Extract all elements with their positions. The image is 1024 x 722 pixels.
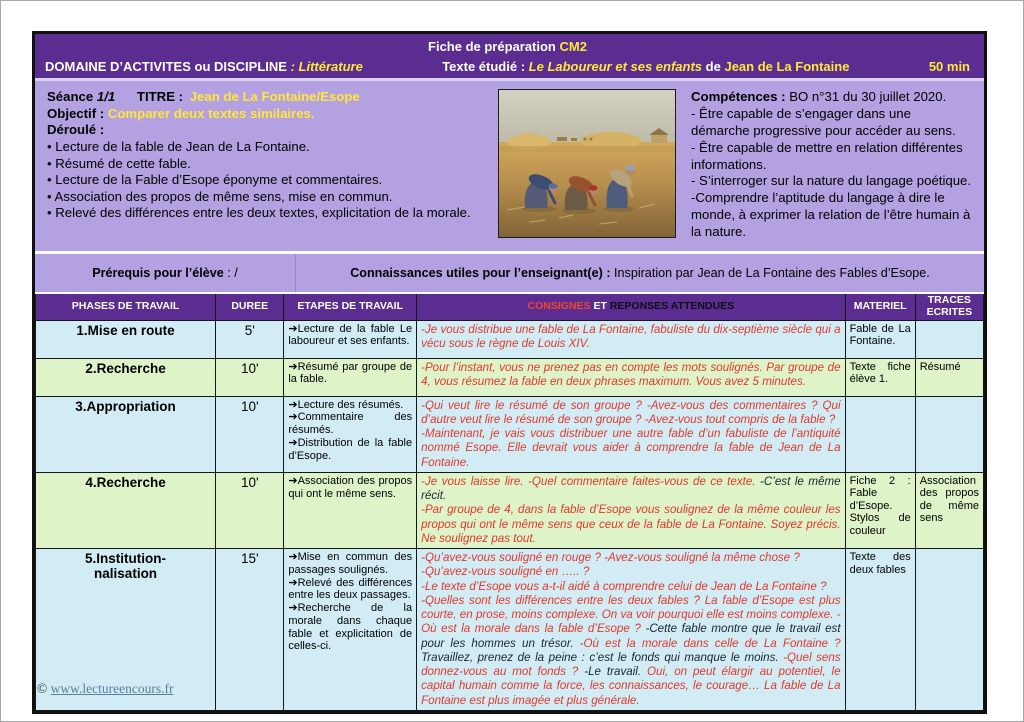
materiel-cell: Texte fiche élève 1. bbox=[845, 358, 915, 396]
seance-label: Séance bbox=[47, 89, 94, 104]
footer-link[interactable]: www.lectureencours.fr bbox=[50, 681, 174, 696]
header-subline bbox=[45, 57, 970, 77]
duree-cell: 5' bbox=[216, 320, 284, 358]
col-header-duree: DUREE bbox=[216, 293, 284, 320]
domain-line bbox=[45, 57, 363, 77]
deroule-item: • Relevé des différences entre les deux textes, explicitation de la morale. bbox=[47, 205, 471, 221]
consignes-cell: -Qu’avez-vous souligné en rouge ? -Avez-vous souligné la même chose ? -Qu’avez-vous souligné en ….. ? -Le texte d’Esope vous a-t-il aidé à comprendre celui de Jean de La Fontaine ? -Quelles sont les différences entre les deux fables ? La fable d’Esope est plus courte, en prose, moins complexe. On va voir pourquoi elle est moins complexe. -Où est la morale dans la fable d’Esope ? -Cette fable montre que le travail est pour les hommes un trésor. -Où est la morale dans celle de La Fontaine ? Travaillez, prenez de la peine : c’est le fonds qui manque le moins. -Quel sens donnez-vous au mot fonds ? -Le travail. Oui, on peut élargir au potentiel, le capital humain comme la force, les connaissances, le courage… La fable de La Fontaine est plus imagée et plus générale. bbox=[417, 549, 846, 711]
seance-block bbox=[47, 89, 491, 245]
competence-item: - S’interroger sur la nature du langage poétique. bbox=[691, 173, 972, 189]
seance-title-line bbox=[47, 89, 491, 106]
competences-label: Compétences : bbox=[691, 89, 786, 104]
consignes-cell: -Je vous laisse lire. -Quel commentaire faites-vous de ce texte. -C’est le même récit. -Par groupe de 4, dans la fable d’Esope vous soulignez de la même couleur les propos qui ont le même sens que ceux de la fable de La Fontaine. Soyez précis. Ne soulignez pas tout. bbox=[417, 472, 846, 548]
col-header-etapes: ETAPES DE TRAVAIL bbox=[284, 293, 417, 320]
connaissances-label: Connaissances utiles pour l’enseignant(e) : bbox=[350, 266, 611, 280]
phase-cell: 1.Mise en route bbox=[36, 320, 216, 358]
footer bbox=[37, 681, 173, 697]
traces-cell bbox=[915, 396, 983, 472]
header-band bbox=[35, 34, 984, 78]
phase-cell: 3.Appropriation bbox=[36, 396, 216, 472]
traces-cell bbox=[915, 320, 983, 358]
fiche-preparation-sheet bbox=[32, 31, 987, 714]
etapes-cell: ➔Mise en commun des passages soulignés. ➔Relevé des différences entre les deux passages. ➔Recherche de la morale dans chaque fable et explicitation de celles-ci. bbox=[284, 549, 417, 711]
objectif-label: Objectif : bbox=[47, 105, 105, 121]
col-header-phases: PHASES DE TRAVAIL bbox=[36, 293, 216, 320]
main-band bbox=[35, 81, 984, 251]
table-row bbox=[36, 549, 984, 711]
consignes-cell: -Pour l’instant, vous ne prenez pas en compte les mots soulignés. Par groupe de 4, vous résumez la fable en deux phrases maximum. Vous avez 5 minutes. bbox=[417, 358, 846, 396]
domain-label: DOMAINE D’ACTIVITES ou DISCIPLINE bbox=[45, 58, 287, 74]
connaissances-value: Inspiration par Jean de La Fontaine des Fables d’Esope. bbox=[614, 266, 930, 280]
sheet-title bbox=[45, 37, 970, 57]
competence-item: - Être capable de s’engager dans une démarche progressive pour accéder au sens. bbox=[691, 105, 956, 138]
et-word: ET bbox=[593, 299, 607, 312]
texte-title: Le Laboureur et ses enfants bbox=[528, 58, 703, 74]
texte-de: de bbox=[705, 58, 721, 74]
table-row bbox=[36, 320, 984, 358]
duree-cell: 15' bbox=[216, 549, 284, 711]
seance-number: 1/1 bbox=[96, 89, 116, 104]
materiel-cell bbox=[845, 396, 915, 472]
table-header-row bbox=[36, 293, 984, 320]
deroule-item: • Résumé de cette fable. bbox=[47, 155, 191, 171]
objectif-value: Comparer deux textes similaires. bbox=[107, 105, 315, 121]
texte-author: Jean de La Fontaine bbox=[724, 58, 850, 74]
traces-cell: Association des propos de même sens bbox=[915, 472, 983, 548]
objectif-line bbox=[47, 106, 491, 123]
materiel-cell: Fiche 2 : Fable d’Esope. Stylos de couleur bbox=[845, 472, 915, 548]
titre-label: TITRE : bbox=[136, 89, 184, 104]
phase-cell: 5.Institution- nalisation bbox=[36, 549, 216, 711]
competence-item: - Être capable de mettre en relation différentes informations. bbox=[691, 139, 963, 172]
duration-badge: 50 min bbox=[928, 58, 970, 74]
phases-table bbox=[35, 292, 984, 711]
texte-label: Texte étudié : bbox=[442, 58, 526, 74]
col-header-materiel: MATERIEL bbox=[845, 293, 915, 320]
etapes-cell: ➔Résumé par groupe de la fable. bbox=[284, 358, 417, 396]
duree-cell: 10' bbox=[216, 472, 284, 548]
connaissances-cell bbox=[296, 254, 984, 292]
table-row bbox=[36, 472, 984, 548]
competences-block bbox=[683, 89, 972, 245]
consignes-word: CONSIGNES bbox=[527, 299, 591, 312]
millet-gleaners-painting bbox=[498, 89, 676, 238]
duree-cell: 10' bbox=[216, 396, 284, 472]
deroule-item: • Lecture de la Fable d’Esope éponyme et commentaires. bbox=[47, 172, 383, 188]
deroule-item: • Association des propos de même sens, mise en commun. bbox=[47, 188, 393, 204]
materiel-cell: Texte des deux fables bbox=[845, 549, 915, 711]
phase-cell: 4.Recherche bbox=[36, 472, 216, 548]
painting-container bbox=[491, 89, 683, 245]
competences-intro: BO n°31 du 30 juillet 2020. bbox=[789, 89, 947, 104]
col-header-consignes bbox=[417, 293, 846, 320]
consignes-cell: -Qui veut lire le résumé de son groupe ? -Avez-vous des commentaires ? Qui d’autre veut lire le résumé de son groupe ? -Avez-vous tout compris de la fable ? -Maintenant, je vais vous distribuer une autre fable d’un fabuliste de l’antiquité nommé Esope. Elle devrait vous aider à comprendre la fable de Jean de La Fontaine. bbox=[417, 396, 846, 472]
duree-cell: 10' bbox=[216, 358, 284, 396]
prerequis-band bbox=[35, 251, 984, 292]
phase-cell: 2.Recherche bbox=[36, 358, 216, 396]
table-row bbox=[36, 396, 984, 472]
prerequis-value: : / bbox=[227, 266, 238, 280]
deroule-label: Déroulé : bbox=[47, 122, 105, 138]
consignes-cell: -Je vous distribue une fable de La Fontaine, fabuliste du dix-septième siècle qui a vécu sous le règne de Louis XIV. bbox=[417, 320, 846, 358]
prerequis-cell bbox=[35, 254, 296, 292]
prerequis-label: Prérequis pour l’élève bbox=[92, 266, 224, 280]
domain-value: : Littérature bbox=[290, 58, 363, 74]
reponses-word: REPONSES ATTENDUES bbox=[609, 299, 735, 312]
traces-cell: Résumé bbox=[915, 358, 983, 396]
texte-line bbox=[442, 57, 849, 77]
col-header-traces: TRACES ECRITES bbox=[915, 293, 983, 320]
etapes-cell: ➔Association des propos qui ont le même sens. bbox=[284, 472, 417, 548]
traces-cell bbox=[915, 549, 983, 711]
title-prefix: Fiche de préparation bbox=[428, 39, 556, 54]
materiel-cell: Fable de La Fontaine. bbox=[845, 320, 915, 358]
competences-title-line bbox=[691, 89, 972, 106]
titre-value: Jean de La Fontaine/Esope bbox=[189, 89, 360, 104]
etapes-cell: ➔Lecture des résumés. ➔Commentaire des résumés. ➔Distribution de la fable d’Esope. bbox=[284, 396, 417, 472]
deroule-item: • Lecture de la fable de Jean de La Fontaine. bbox=[47, 138, 310, 154]
title-level: CM2 bbox=[559, 39, 587, 54]
competence-item: -Comprendre l’aptitude du langage à dire le monde, à exprimer la relation de l’être humain à la nature. bbox=[691, 190, 971, 240]
copyright-symbol: © bbox=[37, 681, 48, 696]
table-row bbox=[36, 358, 984, 396]
etapes-cell: ➔Lecture de la fable Le laboureur et ses enfants. bbox=[284, 320, 417, 358]
